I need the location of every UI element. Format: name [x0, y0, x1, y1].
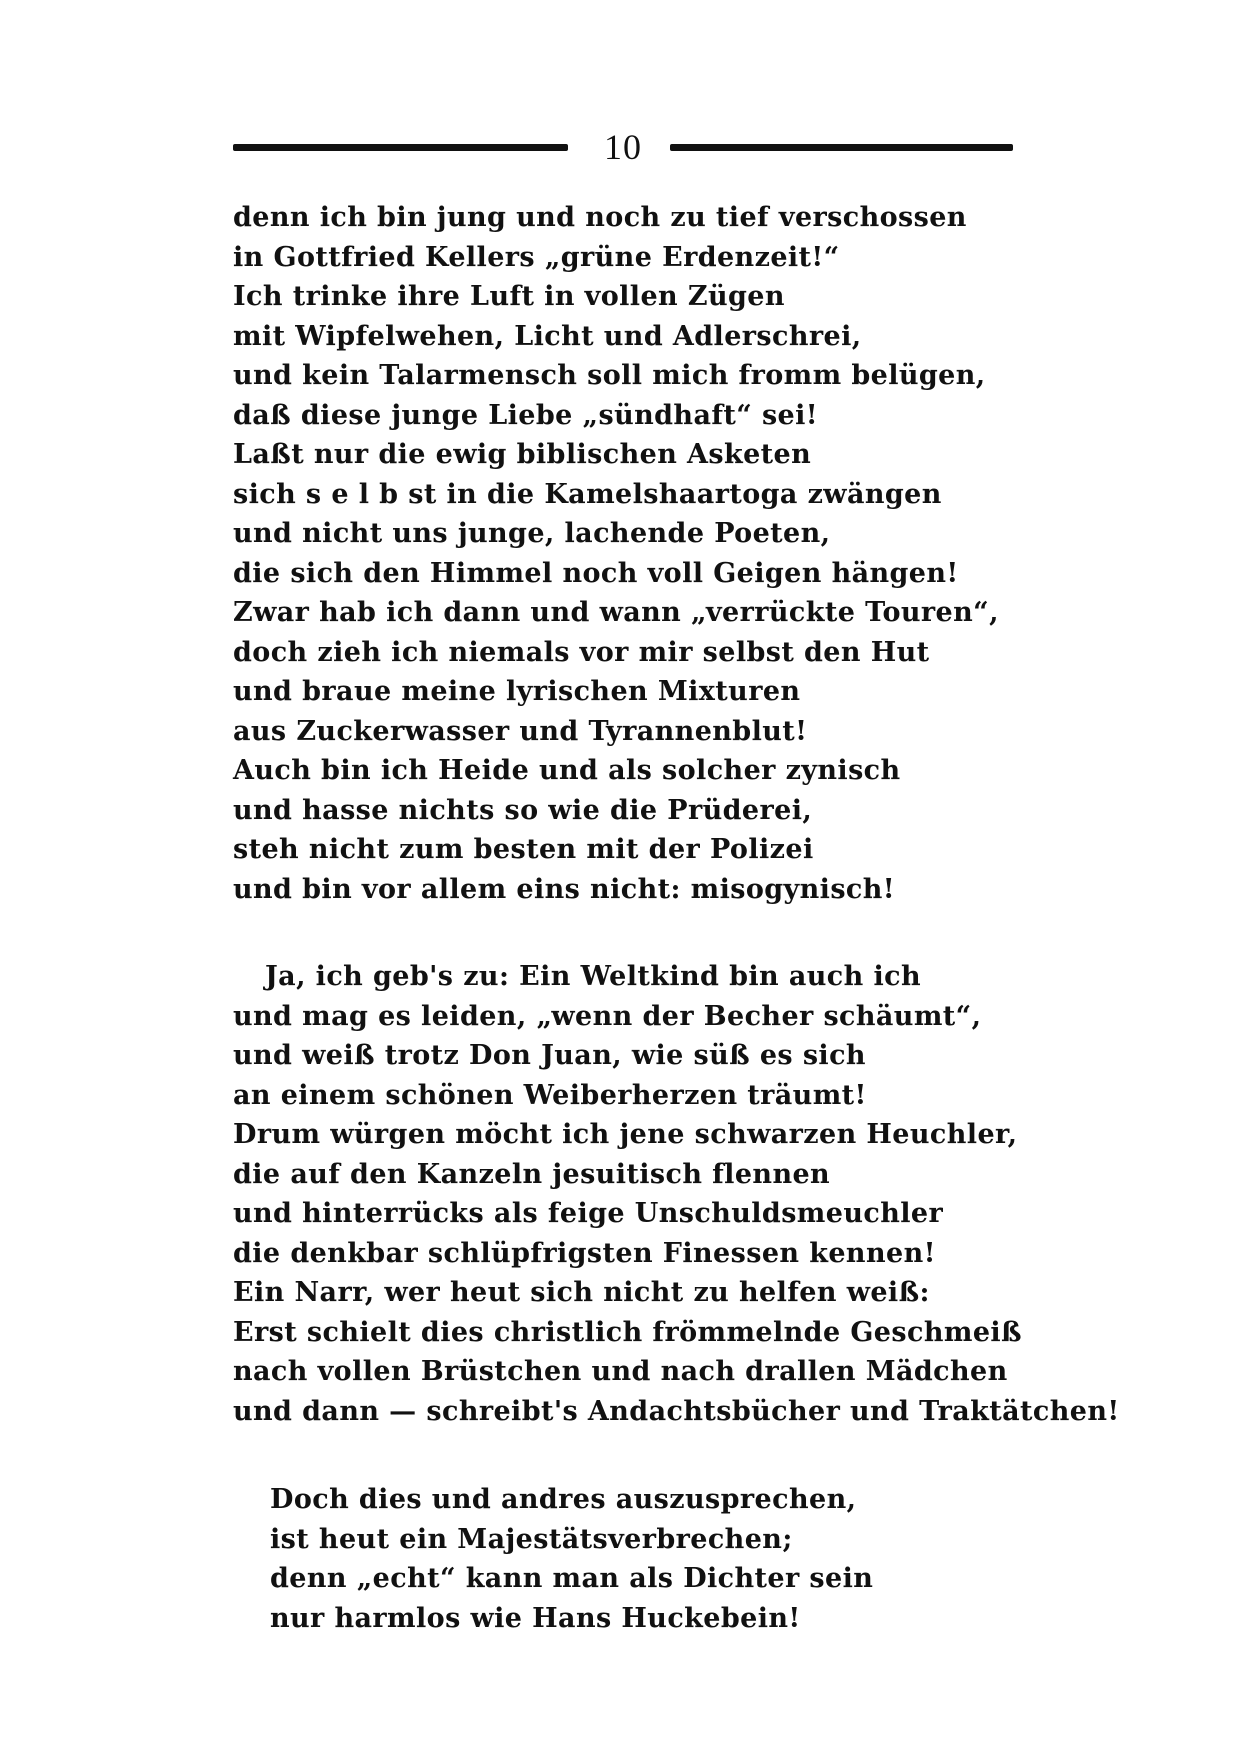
- verse-line: aus Zuckerwasser und Tyrannenblut!: [233, 715, 808, 747]
- verse-line: Auch bin ich Heide und als solcher zynisch: [233, 755, 901, 786]
- page-header: [233, 122, 1013, 172]
- verse-line: und nicht uns junge, lachende Poeten,: [233, 518, 831, 549]
- verse-line: die auf den Kanzeln jesuitisch flennen: [233, 1158, 831, 1190]
- verse-line: in Gottfried Kellers „grüne Erdenzeit!“: [233, 241, 840, 273]
- verse-line: daß diese junge Liebe „sündhaft“ sei!: [233, 399, 819, 431]
- verse-line: und hasse nichts so wie die Prüderei,: [233, 794, 813, 826]
- verse-line: Laßt nur die ewig biblischen Asketen: [233, 439, 812, 470]
- verse-line: Ja, ich geb's zu: Ein Weltkind bin auch ich: [265, 961, 921, 992]
- verse-line: doch zieh ich niemals vor mir selbst den Hut: [233, 636, 930, 668]
- verse-line: denn ich bin jung und noch zu tief verschossen: [233, 202, 967, 233]
- verse-line: und dann — schreibt's Andachtsbücher und Traktätchen!: [233, 1395, 1120, 1427]
- verse-line: und hinterrücks als feige Unschuldsmeuchler: [233, 1198, 944, 1229]
- verse-line: Zwar hab ich dann und wann „verrückte Touren“,: [233, 597, 999, 628]
- verse-line: sich s e l b st in die Kamelshaartoga zwängen: [233, 478, 942, 510]
- verse-line: an einem schönen Weiberherzen träumt!: [233, 1079, 867, 1111]
- stanza-3: [270, 1480, 873, 1638]
- verse-line: Ich trinke ihre Luft in vollen Zügen: [233, 281, 785, 312]
- verse-line: Ein Narr, wer heut sich nicht zu helfen weiß:: [233, 1277, 930, 1308]
- page-number: 10: [604, 127, 642, 167]
- header-rule-left: [233, 144, 568, 151]
- verse-line: und mag es leiden, „wenn der Becher schäumt“,: [233, 1000, 982, 1032]
- verse-line: und kein Talarmensch soll mich fromm belügen,: [233, 360, 986, 391]
- verse-line: Doch dies und andres auszusprechen,: [270, 1484, 857, 1515]
- stanza-1: [233, 198, 999, 909]
- verse-line: und braue meine lyrischen Mixturen: [233, 676, 801, 707]
- verse-line: steh nicht zum besten mit der Polizei: [233, 834, 814, 865]
- verse-line: mit Wipfelwehen, Licht und Adlerschrei,: [233, 320, 862, 352]
- verse-line: die sich den Himmel noch voll Geigen hängen!: [233, 557, 959, 589]
- verse-line: und weiß trotz Don Juan, wie süß es sich: [233, 1040, 866, 1071]
- verse-line: nach vollen Brüstchen und nach drallen Mädchen: [233, 1356, 1008, 1387]
- verse-line: und bin vor allem eins nicht: misogynisch!: [233, 873, 896, 905]
- verse-line: nur harmlos wie Hans Huckebein!: [270, 1602, 801, 1634]
- verse-line: denn „echt“ kann man als Dichter sein: [270, 1563, 874, 1594]
- verse-line: Drum würgen möcht ich jene schwarzen Heuchler,: [233, 1119, 1018, 1150]
- verse-line: Erst schielt dies christlich frömmelnde Geschmeiß: [233, 1316, 1022, 1348]
- verse-line: ist heut ein Majestätsverbrechen;: [270, 1523, 793, 1555]
- stanza-2: [233, 957, 1120, 1431]
- verse-line: die denkbar schlüpfrigsten Finessen kennen!: [233, 1237, 936, 1269]
- header-rule-right: [670, 144, 1013, 151]
